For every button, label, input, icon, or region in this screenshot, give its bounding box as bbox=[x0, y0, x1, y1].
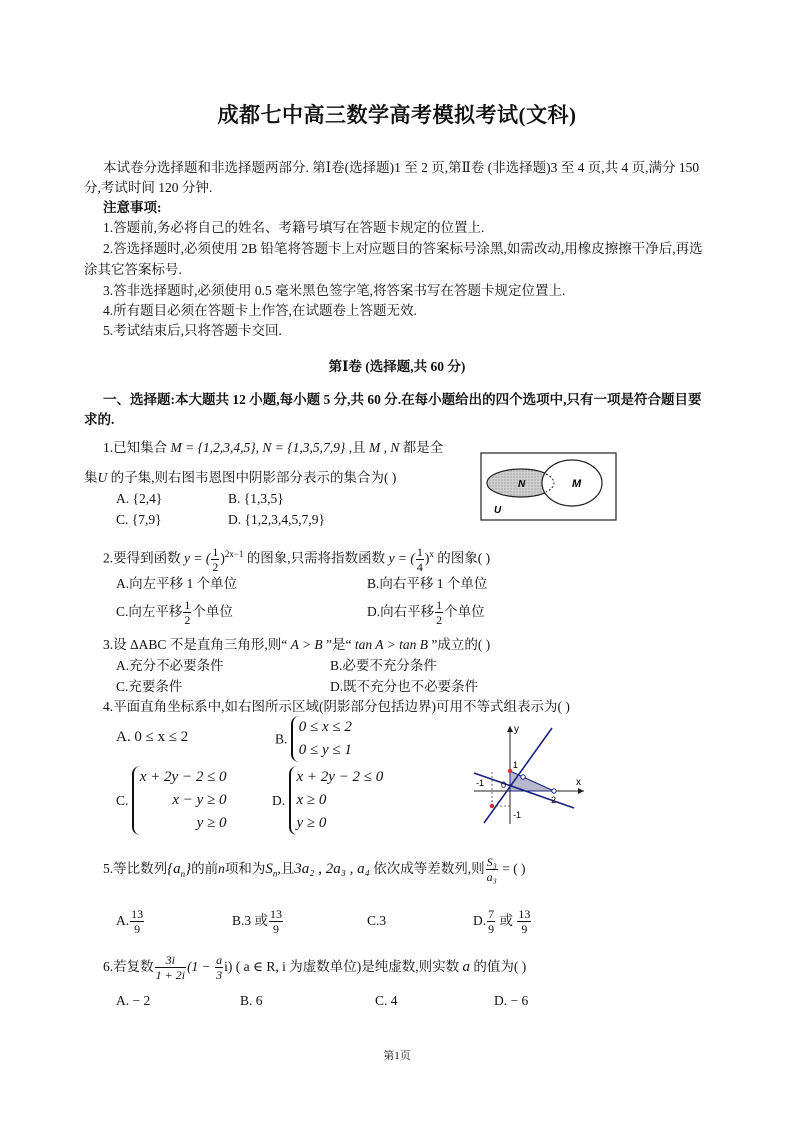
notice-item: 5.考试结束后,只将答题卡交回. bbox=[103, 323, 282, 338]
q2-option-d: D.向右平移 $\frac{1}{2}$ 个单位 bbox=[367, 598, 485, 628]
q4-option-d: D. x + 2y − 2 ≤ 0 x ≥ 0 y ≥ 0 bbox=[272, 766, 383, 835]
venn-label-n: N bbox=[518, 479, 526, 490]
q1-option-c: C. {7,9} bbox=[116, 512, 162, 527]
q1-option-a: A. {2,4} bbox=[116, 491, 163, 506]
q5-option-a: A. $\frac{13}{9}$ bbox=[116, 907, 144, 937]
q6-option-c: C. 4 bbox=[375, 993, 398, 1008]
page-title: 成都七中高三数学高考模拟考试(文科) bbox=[217, 103, 577, 127]
q3-option-a: A.充分不必要条件 bbox=[116, 658, 224, 673]
graph-y-label: y bbox=[514, 724, 519, 735]
q5-stem: 5.等比数列$\{a_n\}$的前n项和为$S_n$,且3a₂ , 2a₃ , a₄ 依次成等差数列,则 $\frac{\text{S₃}}{\text{a₃}}$ = ( ) bbox=[103, 855, 526, 885]
q3-option-d: D.既不充分也不必要条件 bbox=[330, 679, 479, 694]
q1-stem-cont: 集U 的子集,则右图韦恩图中阴影部分表示的集合为( ) bbox=[84, 470, 397, 485]
part1-heading-cont: 求的. bbox=[84, 412, 115, 427]
graph-tick-neg1y: -1 bbox=[513, 810, 522, 820]
graph-tick-1: 1 bbox=[513, 760, 519, 770]
q1-option-b: B. {1,3,5} bbox=[228, 491, 284, 506]
q3-stem: 3.设 ΔABC 不是直角三角形,则“ A > B ”是“ tan A > tan B ”成立的( ) bbox=[103, 637, 491, 652]
notice-item: 涂其它答案标号. bbox=[84, 262, 182, 277]
q3-option-b: B.必要不充分条件 bbox=[330, 658, 437, 673]
q4-option-c: C. x + 2y − 2 ≤ 0 x − y ≥ 0 y ≥ 0 bbox=[116, 766, 227, 835]
q5-option-c: C.3 bbox=[367, 913, 387, 928]
q6-option-a: A. − 2 bbox=[116, 993, 151, 1008]
part1-heading: 一、选择题:本大题共 12 小题,每小题 5 分,共 60 分.在每小题给出的四个选项中,只有一项是符合题目要 bbox=[103, 392, 702, 407]
q2-stem: 2.要得到函数 y = ( $\frac{1}{2}$ )$^{2x-1}$ 的图象,只需将指数函数 y = ( $\frac{1}{4}$ )$^x$ 的图象( ) bbox=[103, 544, 491, 574]
q6-option-b: B. 6 bbox=[240, 993, 263, 1008]
venn-diagram bbox=[480, 452, 618, 522]
q3-option-c: C.充要条件 bbox=[116, 679, 183, 694]
notice-item: 3.答非选择题时,必须使用 0.5 毫米黑色签字笔,将答案书写在答题卡规定位置上. bbox=[103, 283, 566, 298]
graph-tick-neg1x: -1 bbox=[476, 778, 485, 788]
graph-x-label: x bbox=[576, 777, 581, 788]
page-footer: 第1页 bbox=[383, 1050, 411, 1062]
graph-origin: 0 bbox=[501, 780, 507, 790]
q2-option-c: C.向左平移 $\frac{1}{2}$ 个单位 bbox=[116, 598, 233, 628]
venn-label-u: U bbox=[494, 505, 502, 516]
notice-item: 1.答题前,务必将自己的姓名、考籍号填写在答题卡规定的位置上. bbox=[103, 220, 485, 235]
q4-option-a: A. 0 ≤ x ≤ 2 bbox=[116, 729, 189, 745]
q6-stem: 6.若复数 $\frac{3i}{1 + 2i}$ (1 − $\frac{a}{3}$ i) ( a ∈ R, i 为虚数单位)是纯虚数,则实数 a 的值为( ) bbox=[103, 953, 527, 983]
q1-stem: 1.已知集合 M = {1,2,3,4,5}, N = {1,3,5,7,9} ,且 M , N 都是全 bbox=[103, 440, 444, 455]
q1-option-d: D. {1,2,3,4,5,7,9} bbox=[228, 512, 325, 527]
q4-region-graph bbox=[472, 722, 590, 826]
intro-line-2: 分,考试时间 120 分钟. bbox=[84, 180, 213, 195]
q4-option-b: B. 0 ≤ x ≤ 2 0 ≤ y ≤ 1 bbox=[275, 716, 352, 762]
q6-option-d: D. − 6 bbox=[494, 993, 529, 1008]
graph-tick-2: 2 bbox=[551, 795, 557, 805]
q2-option-b: B.向右平移 1 个单位 bbox=[367, 576, 488, 591]
q5-option-d: D. $\frac{7}{9}$ 或 $\frac{13}{9}$ bbox=[473, 907, 531, 937]
q2-option-a: A.向左平移 1 个单位 bbox=[116, 576, 238, 591]
q5-option-b: B.3 或 $\frac{13}{9}$ bbox=[232, 907, 283, 937]
section-title: 第Ⅰ卷 (选择题,共 60 分) bbox=[328, 359, 466, 374]
notice-item: 2.答选择题时,必须使用 2B 铅笔将答题卡上对应题目的答案标号涂黑,如需改动,用橡皮擦擦干净后,再选 bbox=[103, 241, 703, 256]
venn-label-m: M bbox=[572, 478, 582, 490]
notice-heading: 注意事项: bbox=[103, 200, 162, 215]
notice-item: 4.所有题目必须在答题卡上作答,在试题卷上答题无效. bbox=[103, 303, 417, 318]
intro-line-1: 本试卷分选择题和非选择题两部分. 第Ⅰ卷(选择题)1 至 2 页,第Ⅱ卷 (非选择题)3 至 4 页,共 4 页,满分 150 bbox=[103, 160, 700, 175]
q4-stem: 4.平面直角坐标系中,如右图所示区域(阴影部分包括边界)可用不等式组表示为( ) bbox=[103, 699, 570, 714]
